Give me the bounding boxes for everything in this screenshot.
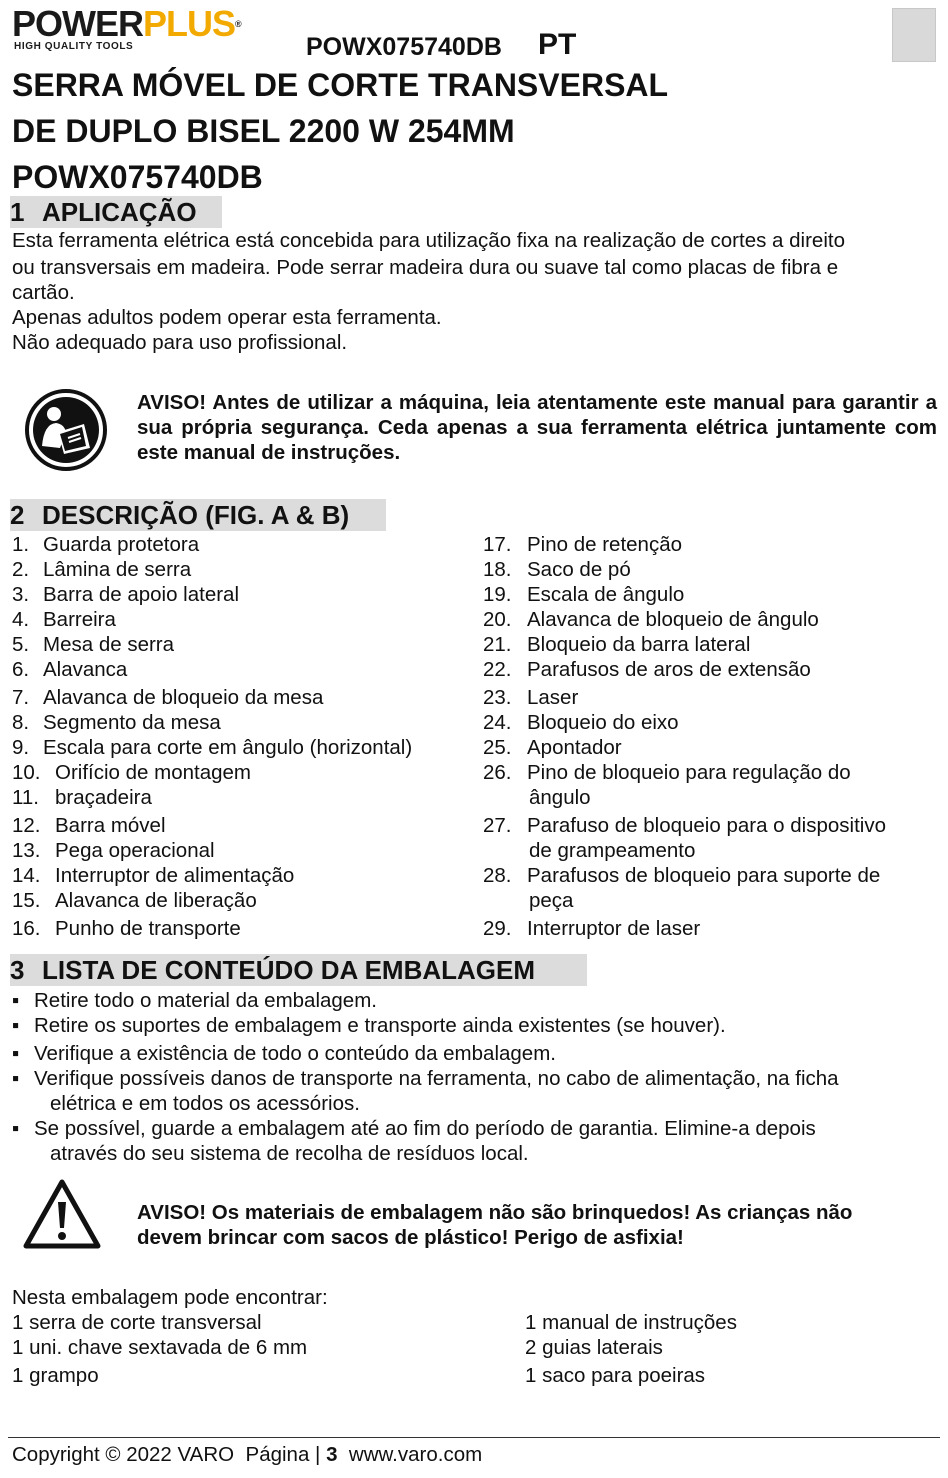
list-item: 20. Alavanca de bloqueio de ângulo [483,608,819,631]
paragraph-line: ou transversais em madeira. Pode serrar madeira dura ou suave tal como placas de fibra e [12,256,839,279]
logo-tagline: HIGH QUALITY TOOLS [14,41,134,52]
section-number: 3 [10,955,25,985]
list-item: 16. Punho de transporte [12,917,241,940]
read-manual-warning: AVISO! Antes de utilizar a máquina, leia atentamente este manual para garantir a sua própria segurança. Ceda apenas a sua ferramenta elétrica juntamente com este manual de instruções. [137,391,937,464]
list-item: 15. Alavanca de liberação [12,889,257,912]
section-number: 2 [10,500,25,530]
logo-plus-text: PLUS [143,3,236,44]
list-item: 1 manual de instruções [525,1311,737,1334]
section-title: APLICAÇÃO [42,197,197,227]
contents-list-left [12,1310,307,1388]
list-item: 19. Escala de ângulo [483,583,685,606]
list-item: 25. Apontador [483,736,622,759]
logo-power-text: POWER [12,3,144,44]
list-item: 6. Alavanca [12,658,128,681]
list-item: 1 saco para poeiras [525,1364,706,1387]
section-heading-package-contents [10,954,587,986]
list-item: 2. Lâmina de serra [12,558,192,581]
paragraph-line: Não adequado para uso profissional. [12,331,348,354]
contents-list-right [525,1310,737,1388]
copyright-text: Copyright © 2022 VARO [12,1443,235,1466]
list-item: 28. Parafusos de bloqueio para suporte de peça [483,864,881,912]
corner-grey-box [892,8,936,62]
list-item: 9. Escala para corte em ângulo (horizontal) [12,736,413,759]
website-link[interactable]: www.varo.com [348,1443,483,1466]
list-item: 23. Laser [483,686,579,709]
list-item: 7. Alavanca de bloqueio da mesa [12,686,324,709]
list-item: 1 grampo [12,1364,99,1387]
list-item: 3. Barra de apoio lateral [12,583,240,606]
list-item: 22. Parafusos de aros de extensão [483,658,811,681]
list-item: 10. Orifício de montagem [12,761,251,784]
description-list-right [483,532,933,941]
package-bullet-list [12,988,932,1166]
title-line: SERRA MÓVEL DE CORTE TRANSVERSAL [12,67,669,103]
packaging-warning [137,1200,937,1250]
list-item: ▪ Retire os suportes de embalagem e transporte ainda existentes (se houver). [12,1014,726,1037]
section-title: LISTA DE CONTEÚDO DA EMBALAGEM [42,955,536,985]
model-code: POWX075740DB [306,33,502,61]
list-item: 18. Saco de pó [483,558,631,581]
list-item: 14. Interruptor de alimentação [12,864,295,887]
list-item: ▪ Verifique a existência de todo o conteúdo da embalagem. [12,1042,556,1065]
list-item: ▪ Verifique possíveis danos de transporte na ferramenta, no cabo de alimentação, na ficha elétrica e em todos os acessórios. [12,1067,839,1115]
paragraph-line: cartão. [12,281,75,304]
footer-divider [8,1437,940,1438]
paragraph-line: Esta ferramenta elétrica está concebida para utilização fixa na realização de cortes a direito [12,229,845,252]
list-item: 24. Bloqueio do eixo [483,711,679,734]
warning-line: AVISO! Os materiais de embalagem não são brinquedos! As crianças não [137,1201,853,1224]
description-list-left [12,532,472,941]
warning-line: devem brincar com sacos de plástico! Perigo de asfixia! [137,1226,684,1249]
brand-logo [12,3,241,44]
list-item: 2 guias laterais [525,1336,663,1359]
page-title [12,62,668,200]
section-number: 1 [10,197,25,227]
logo-registered-mark: ® [235,19,241,29]
page-label: Página | [245,1443,321,1466]
list-item: 27. Parafuso de bloqueio para o dispositivo de grampeamento [483,814,886,862]
list-item: 11. braçadeira [12,786,152,809]
list-item: 5. Mesa de serra [12,633,175,656]
page-footer [12,1443,482,1467]
list-item: 4. Barreira [12,608,116,631]
warning-triangle-icon [22,1178,102,1250]
contents-intro: Nesta embalagem pode encontrar: [12,1286,328,1309]
title-line: POWX075740DB [12,159,263,195]
section-heading-description [10,499,386,531]
list-item: ▪ Se possível, guarde a embalagem até ao fim do período de garantia. Elimine-a depois através do seu sistema de recolha de resíduos local. [12,1117,816,1165]
application-paragraph [12,228,932,355]
section-heading-application [10,196,222,228]
list-item: 29. Interruptor de laser [483,917,701,940]
list-item: 26. Pino de bloqueio para regulação do ângulo [483,761,851,809]
list-item: 17. Pino de retenção [483,533,683,556]
list-item: 1. Guarda protetora [12,533,200,556]
list-item: 1 uni. chave sextavada de 6 mm [12,1336,308,1359]
language-code: PT [538,28,577,61]
list-item: 8. Segmento da mesa [12,711,221,734]
title-line: DE DUPLO BISEL 2200 W 254MM [12,113,515,149]
list-item: 1 serra de corte transversal [12,1311,262,1334]
read-manual-icon [24,388,108,472]
list-item: ▪ Retire todo o material da embalagem. [12,989,377,1012]
page-number: 3 [326,1443,338,1466]
section-title: DESCRIÇÃO (FIG. A & B) [42,500,350,530]
paragraph-line: Apenas adultos podem operar esta ferramenta. [12,306,442,329]
list-item: 21. Bloqueio da barra lateral [483,633,751,656]
list-item: 12. Barra móvel [12,814,166,837]
list-item: 13. Pega operacional [12,839,215,862]
